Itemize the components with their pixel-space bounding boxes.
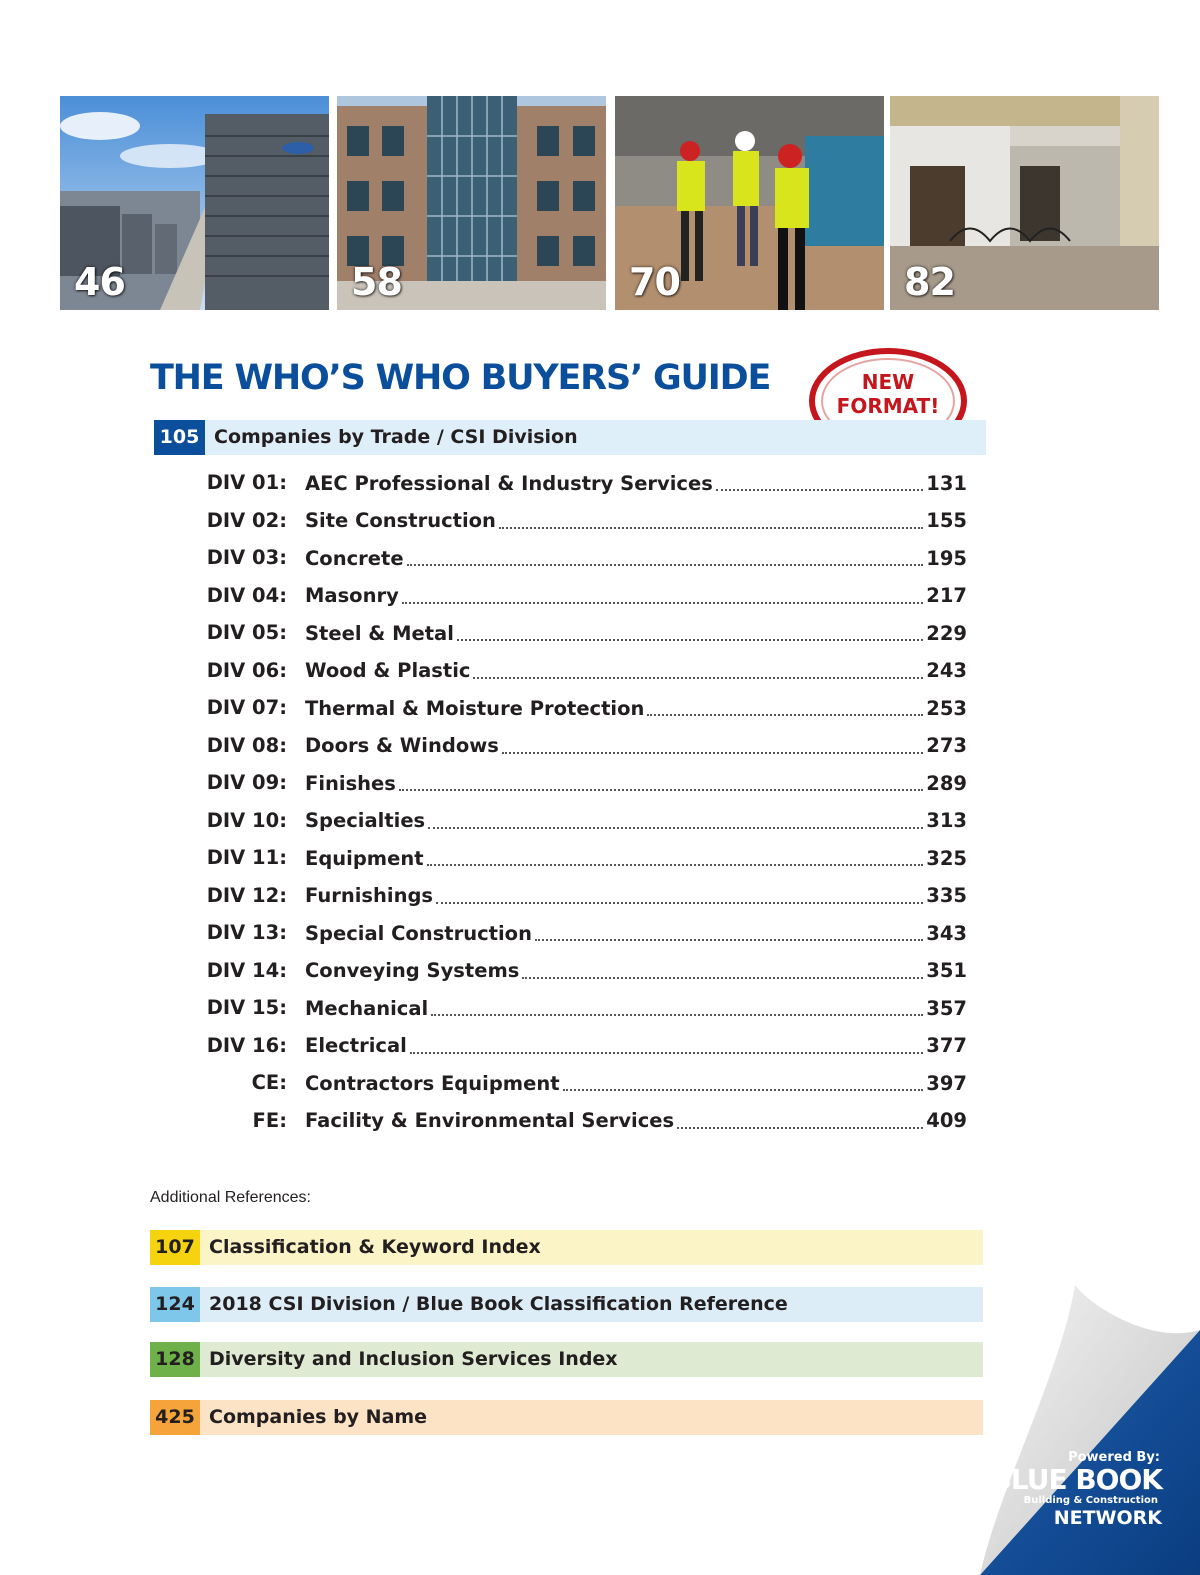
toc-row[interactable] xyxy=(0,1028,1200,1064)
toc-title: Contractors Equipment xyxy=(305,1071,560,1095)
dot-leader xyxy=(499,527,923,529)
toc-division-code: DIV 07: xyxy=(206,696,287,719)
page-curl-graphic xyxy=(920,1285,1200,1575)
photo-building xyxy=(337,96,606,310)
toc-entry xyxy=(305,1103,967,1139)
reference-label: Diversity and Inclusion Services Index xyxy=(209,1348,618,1370)
toc-title: Furnishings xyxy=(305,884,434,907)
toc-entry xyxy=(305,1065,967,1101)
toc-title: Wood & Plastic xyxy=(305,659,471,682)
powered-by-text: Powered By: xyxy=(1068,1450,1160,1465)
toc-entry xyxy=(305,840,967,876)
dot-leader xyxy=(410,1052,923,1054)
toc-row[interactable] xyxy=(0,803,1200,839)
toc-row[interactable] xyxy=(0,465,1200,501)
toc-row[interactable] xyxy=(0,540,1200,576)
reference-page: 425 xyxy=(150,1400,200,1435)
toc-title: Equipment xyxy=(305,846,424,870)
toc-title: Electrical xyxy=(305,1034,407,1057)
toc-entry xyxy=(305,878,967,914)
toc-title: Mechanical xyxy=(305,996,429,1020)
toc-entry xyxy=(305,915,967,951)
toc-division-code: DIV 15: xyxy=(206,996,287,1019)
toc-page-number: 313 xyxy=(926,809,967,832)
toc-entry xyxy=(305,690,967,726)
reference-label: Classification & Keyword Index xyxy=(209,1236,541,1258)
toc-page-number: 229 xyxy=(926,621,967,645)
dot-leader xyxy=(563,1089,924,1091)
toc-page-number: 289 xyxy=(926,771,967,795)
reference-label: Companies by Name xyxy=(209,1406,428,1428)
toc-row[interactable] xyxy=(0,1103,1200,1139)
dot-leader xyxy=(473,677,923,679)
photo-page-number: 58 xyxy=(351,260,402,304)
badge-line-2: FORMAT! xyxy=(836,394,940,418)
dot-leader xyxy=(647,714,923,716)
toc-division-code: DIV 02: xyxy=(206,508,287,532)
dot-leader xyxy=(402,602,924,604)
main-section-label: Companies by Trade / CSI Division xyxy=(214,426,578,448)
toc-row[interactable] xyxy=(0,953,1200,989)
photo-storefront xyxy=(890,96,1159,310)
toc-title: Facility & Environmental Services xyxy=(305,1109,675,1132)
dot-leader xyxy=(535,939,923,941)
toc-entry xyxy=(305,953,967,989)
toc-row[interactable] xyxy=(0,728,1200,764)
toc-page-number: 131 xyxy=(926,471,967,495)
logo-tagline: Building & Construction xyxy=(1023,1495,1158,1506)
toc-page-number: 343 xyxy=(926,921,967,945)
toc-row[interactable] xyxy=(0,503,1200,539)
toc-entry xyxy=(305,503,967,539)
toc-row[interactable] xyxy=(0,878,1200,914)
toc-division-code: DIV 10: xyxy=(206,808,287,832)
toc-page-number: 195 xyxy=(926,546,967,570)
toc-entry xyxy=(305,653,967,689)
dot-leader xyxy=(407,564,924,566)
reference-bar[interactable] xyxy=(150,1400,983,1435)
toc-row[interactable] xyxy=(0,615,1200,651)
toc-entry xyxy=(305,728,967,764)
toc-row[interactable] xyxy=(0,915,1200,951)
reference-bar[interactable] xyxy=(150,1342,983,1377)
reference-bar[interactable] xyxy=(150,1287,983,1322)
dot-leader xyxy=(502,752,923,754)
guide-title: THE WHO’S WHO BUYERS’ GUIDE xyxy=(150,358,771,398)
toc-page-number: 335 xyxy=(926,884,967,907)
toc-page-number: 409 xyxy=(926,1109,967,1132)
toc-title: Conveying Systems xyxy=(305,959,520,982)
toc-division-code: DIV 13: xyxy=(206,921,287,944)
toc-title: Concrete xyxy=(305,546,404,570)
photo-hvac xyxy=(60,96,329,310)
toc-entry xyxy=(305,465,967,501)
toc-entry xyxy=(305,540,967,576)
badge-line-1: NEW xyxy=(861,370,915,394)
toc-division-code: DIV 01: xyxy=(206,471,287,494)
toc-page-number: 155 xyxy=(926,509,967,532)
toc-page-number: 325 xyxy=(926,846,967,870)
photo-page-number: 70 xyxy=(629,260,680,304)
toc-page-number: 377 xyxy=(926,1034,967,1057)
toc-entry xyxy=(305,578,967,614)
toc-title: Specialties xyxy=(305,809,426,832)
toc-row[interactable] xyxy=(0,765,1200,801)
toc-page-number: 351 xyxy=(926,959,967,982)
toc-page-number: 397 xyxy=(926,1071,967,1095)
toc-title: AEC Professional & Industry Services xyxy=(305,471,713,495)
toc-division-code: DIV 16: xyxy=(206,1033,287,1057)
toc-title: Special Construction xyxy=(305,921,532,945)
toc-row[interactable] xyxy=(0,690,1200,726)
dot-leader xyxy=(677,1127,923,1129)
toc-page-number: 217 xyxy=(926,584,967,607)
toc-title: Site Construction xyxy=(305,509,496,532)
blue-book-logo xyxy=(962,1450,1162,1529)
toc-division-code: DIV 03: xyxy=(206,546,287,569)
toc-title: Thermal & Moisture Protection xyxy=(305,696,645,720)
photo-page-number: 46 xyxy=(74,260,125,304)
toc-row[interactable] xyxy=(0,653,1200,689)
additional-references-label: Additional References: xyxy=(150,1189,311,1206)
toc-division-code: DIV 12: xyxy=(206,883,287,907)
toc-title: Doors & Windows xyxy=(305,734,499,757)
toc-row[interactable] xyxy=(0,578,1200,614)
toc-entry xyxy=(305,765,967,801)
logo-network: NETWORK xyxy=(1053,1507,1162,1529)
dot-leader xyxy=(431,1014,923,1016)
dot-leader xyxy=(716,489,923,491)
toc-entry xyxy=(305,1028,967,1064)
toc-entry xyxy=(305,990,967,1026)
dot-leader xyxy=(457,639,923,641)
dot-leader xyxy=(399,789,923,791)
toc-row[interactable] xyxy=(0,840,1200,876)
toc-title: Masonry xyxy=(305,584,399,607)
toc-page-number: 253 xyxy=(926,696,967,720)
toc-division-code: DIV 14: xyxy=(206,958,287,982)
photo-workers xyxy=(615,96,884,310)
toc-division-code: DIV 04: xyxy=(206,583,287,607)
toc-row[interactable] xyxy=(0,1065,1200,1101)
toc-title: Finishes xyxy=(305,771,396,795)
main-section-bar[interactable] xyxy=(154,420,986,455)
toc-page-number: 243 xyxy=(926,659,967,682)
toc-division-code: CE: xyxy=(251,1071,287,1094)
toc-division-code: DIV 09: xyxy=(206,771,287,794)
main-section-page: 105 xyxy=(154,420,205,455)
dot-leader xyxy=(428,827,923,829)
reference-page: 128 xyxy=(150,1342,200,1377)
reference-page: 107 xyxy=(150,1230,200,1265)
toc-division-code: FE: xyxy=(252,1108,287,1132)
toc-division-code: DIV 08: xyxy=(206,733,287,757)
toc-row[interactable] xyxy=(0,990,1200,1026)
dot-leader xyxy=(522,977,923,979)
dot-leader xyxy=(436,902,923,904)
toc-division-code: DIV 11: xyxy=(206,846,287,869)
dot-leader xyxy=(427,864,924,866)
photo-page-number: 82 xyxy=(904,260,955,304)
toc-entry xyxy=(305,615,967,651)
toc-entry xyxy=(305,803,967,839)
reference-label: 2018 CSI Division / Blue Book Classification Reference xyxy=(209,1293,788,1315)
toc-division-code: DIV 06: xyxy=(206,658,287,682)
blue-book-wordmark: BLUE BOOK xyxy=(990,1463,1162,1496)
reference-page: 124 xyxy=(150,1287,200,1322)
toc-page-number: 357 xyxy=(926,996,967,1020)
reference-bar[interactable] xyxy=(150,1230,983,1265)
toc-title: Steel & Metal xyxy=(305,621,454,645)
toc-page-number: 273 xyxy=(926,734,967,757)
toc-division-code: DIV 05: xyxy=(206,621,287,644)
